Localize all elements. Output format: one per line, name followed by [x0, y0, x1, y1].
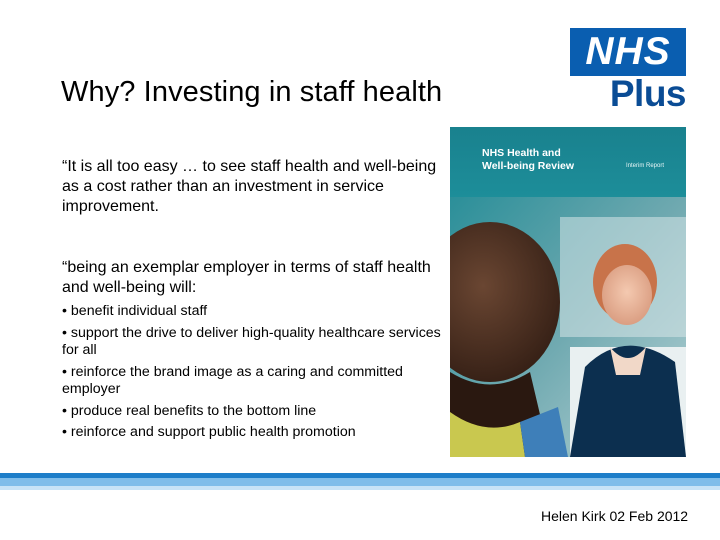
list-item: • reinforce and support public health promotion — [62, 424, 356, 440]
footer-band-pale — [0, 486, 720, 490]
cover-subtitle: Interim Report — [626, 163, 665, 169]
nhs-plus-logo — [570, 28, 686, 116]
cover-title-line2: Well-being Review — [482, 160, 574, 172]
benefits-list — [62, 303, 452, 446]
nhs-logo-text: NHS — [585, 30, 671, 73]
quote-exemplar-employer: “being an exemplar employer in terms of staff health and well-being will: — [62, 259, 431, 296]
footer-author-date: Helen Kirk 02 Feb 2012 — [541, 508, 689, 524]
report-cover-image — [450, 127, 686, 457]
footer-band-light — [0, 478, 720, 486]
staff-photo — [450, 197, 686, 457]
list-item: • reinforce the brand image as a caring and committed employer — [62, 363, 403, 397]
quote-cost-vs-investment: “It is all too easy … to see staff health and well-being as a cost rather than an investment in service improvement. — [62, 158, 437, 215]
list-item: • benefit individual staff — [62, 303, 208, 319]
list-item: • support the drive to deliver high-quality healthcare services for all — [62, 324, 441, 358]
cover-title-line1: NHS Health and — [482, 147, 561, 159]
plus-logo-text: Plus — [609, 73, 686, 114]
slide-title: Why? Investing in staff health — [61, 76, 443, 108]
cover-title — [482, 147, 574, 173]
list-item: • produce real benefits to the bottom line — [62, 402, 317, 419]
